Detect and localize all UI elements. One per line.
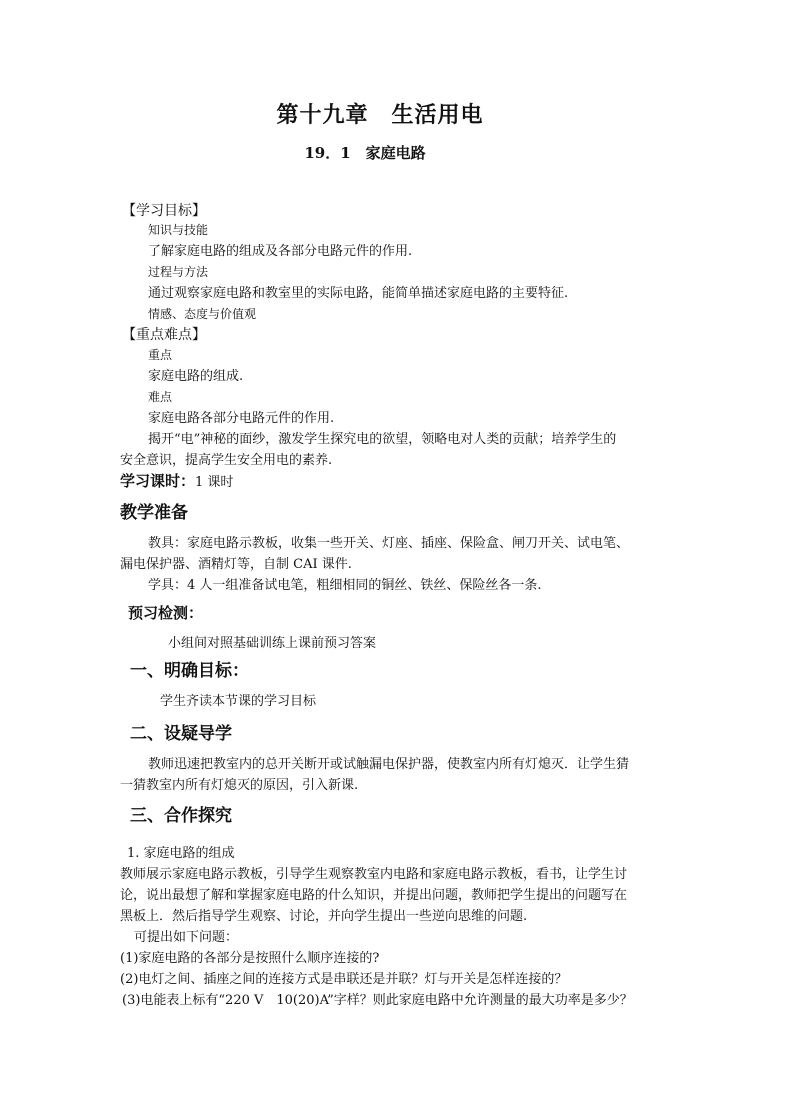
- section-two-text-line-2: 一猜教室内所有灯熄灭的原因，引入新课.: [120, 778, 359, 793]
- process-label: 过程与方法: [148, 265, 209, 279]
- section-three-subheading: 1. 家庭电路的组成: [127, 846, 235, 861]
- teacher-tools-line-2: 漏电保护器、酒精灯等，自制 CAI 课件.: [120, 557, 352, 572]
- section-three-text-line-3: 黑板上．然后指导学生观察、讨论，并向学生提出一些逆向思维的问题.: [120, 909, 528, 924]
- preparation-heading: 教学准备: [120, 503, 188, 523]
- section-three-text-line-2: 论，说出最想了解和掌握家庭电路的什么知识，并提出问题，教师把学生提出的问题写在: [120, 888, 628, 903]
- difficult-label: 难点: [148, 390, 173, 404]
- key-text: 家庭电路的组成.: [148, 369, 244, 384]
- section-title: 19．1 家庭电路: [304, 144, 426, 162]
- knowledge-label: 知识与技能: [148, 223, 209, 237]
- teacher-tools-line-1: 教具：家庭电路示教板，收集一些开关、灯座、插座、保险盒、闸刀开关、试电笔、: [148, 536, 630, 551]
- hours-value: 1 课时: [195, 475, 234, 490]
- section-one-heading: 一、明确目标：: [130, 661, 249, 681]
- attitude-text-line-1: 揭开“电”神秘的面纱，激发学生探究电的欲望，领略电对人类的贡献；培养学生的: [148, 432, 617, 447]
- difficult-text: 家庭电路各部分电路元件的作用.: [148, 411, 335, 426]
- process-text: 通过观察家庭电路和教室里的实际电路，能简单描述家庭电路的主要特征.: [148, 286, 569, 301]
- knowledge-text: 了解家庭电路的组成及各部分电路元件的作用.: [148, 244, 413, 259]
- chapter-title: 第十九章 生活用电: [276, 102, 484, 128]
- key-label: 重点: [148, 348, 173, 362]
- section-three-heading: 三、合作探究: [130, 806, 232, 826]
- key-points-heading: 【重点难点】: [122, 327, 206, 343]
- section-one-text: 学生齐读本节课的学习目标: [160, 694, 317, 709]
- questions-intro: 可提出如下问题：: [134, 930, 239, 945]
- hours-label: 学习课时：: [120, 472, 196, 490]
- section-two-text-line-1: 教师迅速把教室内的总开关断开或试触漏电保护器，使教室内所有灯熄灭．让学生猜: [148, 757, 630, 772]
- question-2: (2)电灯之间、插座之间的连接方式是串联还是并联？灯与开关是怎样连接的？: [120, 972, 568, 987]
- question-1: (1)家庭电路的各部分是按照什么顺序连接的?: [120, 951, 380, 966]
- student-tools: 学具：4 人一组准备试电笔，粗细相同的铜丝、铁丝、保险丝各一条.: [148, 578, 542, 593]
- section-three-text-line-1: 教师展示家庭电路示教板，引导学生观察教室内电路和家庭电路示教板，看书，让学生讨: [120, 867, 628, 882]
- preview-text: 小组间对照基础训练上课前预习答案: [168, 636, 377, 651]
- attitude-label: 情感、态度与价值观: [148, 307, 257, 321]
- preview-heading: 预习检测：: [128, 604, 204, 622]
- attitude-text-line-2: 安全意识，提高学生安全用电的素养.: [120, 453, 333, 468]
- section-two-heading: 二、设疑导学: [130, 724, 232, 744]
- objectives-heading: 【学习目标】: [122, 203, 206, 219]
- question-3: (3)电能表上标有“220 V 10(20)A”字样？则此家庭电路中允许测量的最大功率是多少？: [122, 993, 633, 1008]
- hours-row: [120, 474, 233, 489]
